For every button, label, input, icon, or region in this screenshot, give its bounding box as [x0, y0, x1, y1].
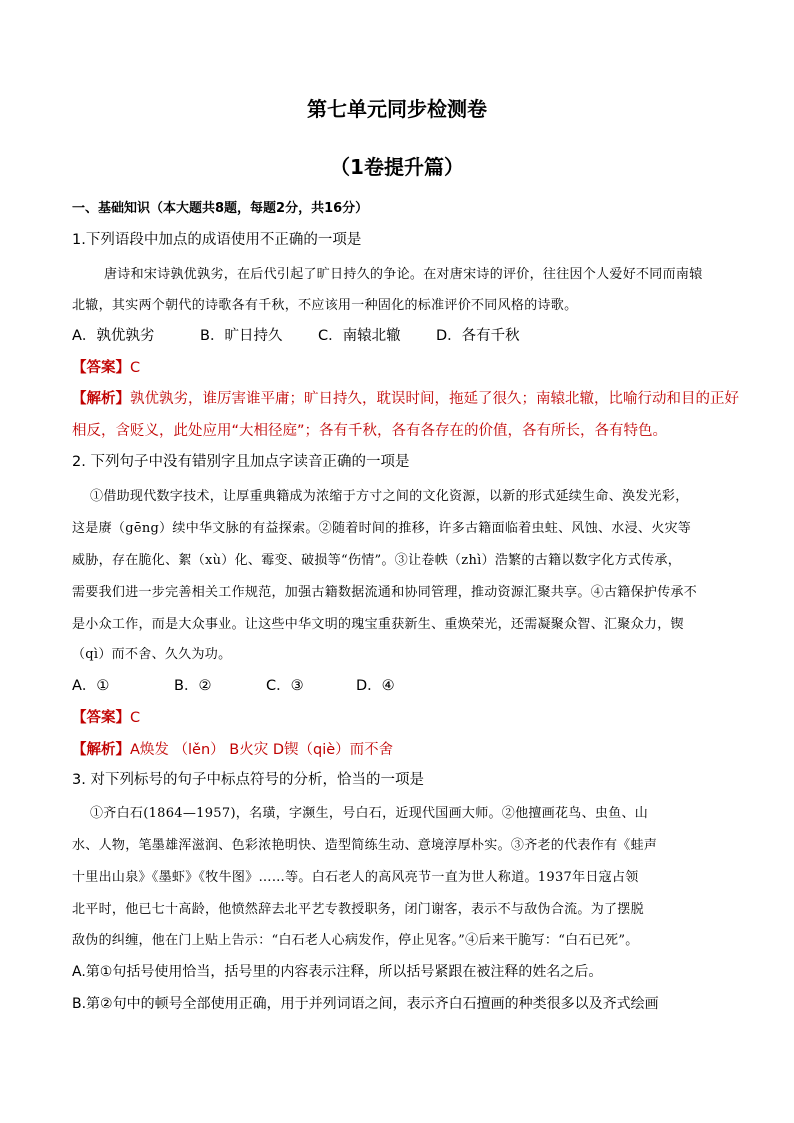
answer-label: 【答案】 — [72, 710, 130, 726]
question-3-passage-line: 水、人物，笔墨雄浑滋润、色彩浓艳明快、造型简练生动、意境淳厚朴实。③齐老的代表作有《蛙声 — [72, 838, 658, 853]
question-2-passage-line: 需要我们进一步完善相关工作规范，加强古籍数据流通和协同管理，推动资源汇聚共享。④古籍保护传承不 — [72, 585, 698, 600]
analysis-label: 【解析】 — [72, 742, 130, 758]
question-1-answer — [72, 356, 140, 377]
answer-value: C — [130, 360, 141, 376]
option-a: A．孰优孰劣 — [72, 328, 155, 344]
question-3-passage-line: 北平时，他已七十高龄，他愤然辞去北平艺专教授职务，闭门谢客，表示不与敌伪合流。为了摆脱 — [72, 902, 644, 917]
answer-value: C — [130, 710, 141, 726]
analysis-text: 孰优孰劣，谁厉害谁平庸；旷日持久，耽误时间，拖延了很久；南辕北辙，比喻行动和目的正好 — [130, 391, 739, 407]
question-1-analysis — [72, 387, 739, 408]
section-heading: 一、基础知识（本大题共8题，每题2分，共16分） — [72, 201, 369, 216]
question-2-passage-line: （qì）而不舍、久久为功。 — [72, 647, 232, 662]
question-1-passage-line: 唐诗和宋诗孰优孰劣，在后代引起了旷日持久的争论。在对唐宋诗的评价，往往因个人爱好不同而南辕 — [104, 267, 703, 282]
question-2-passage-line: 威胁，存在脆化、絮（xù）化、霉变、破损等“伤情”。③让卷帙（zhì）浩繁的古籍以数字化方式传承， — [72, 553, 682, 568]
option-a: A．① — [72, 678, 110, 694]
question-3-option-a: A.第①句括号使用恰当，括号里的内容表示注释，所以括号紧跟在被注释的姓名之后。 — [72, 964, 603, 980]
analysis-text: A焕发 （lěn） B火灾 D锲（qiè）而不舍 — [130, 742, 394, 758]
answer-label: 【答案】 — [72, 360, 130, 376]
option-c: C．③ — [266, 678, 304, 694]
option-d: D．④ — [356, 678, 395, 694]
question-1-analysis-line: 相反，含贬义，此处应用“大相径庭”；各有千秋，各有各存在的价值，各有所长，各有特色。 — [72, 423, 668, 439]
question-2-passage-line: 是小众工作，而是大众事业。让这些中华文明的瑰宝重获新生、重焕荣光，还需凝聚众智、汇聚众力，锲 — [72, 617, 684, 632]
question-3-passage-line: ①齐白石(1864—1957)，名璜，字濒生，号白石，近现代国画大师。②他擅画花鸟、虫鱼、山 — [90, 806, 649, 821]
question-2-stem: 2. 下列句子中没有错别字且加点字读音正确的一项是 — [72, 454, 410, 470]
page-subtitle: （1卷提升篇） — [330, 155, 464, 179]
option-b: B．旷日持久 — [200, 328, 283, 344]
analysis-label: 【解析】 — [72, 391, 130, 407]
question-3-option-b: B.第②句中的顿号全部使用正确，用于并列词语之间，表示齐白石擅画的种类很多以及齐式绘画 — [72, 996, 659, 1012]
question-1-options — [72, 324, 520, 345]
question-3-passage-line: 十里出山泉》《墨虾》《牧牛图》……等。白石老人的高风亮节一直为世人称道。1937年日寇占领 — [72, 870, 639, 885]
question-3-stem: 3. 对下列标号的句子中标点符号的分析，恰当的一项是 — [72, 772, 424, 788]
question-3-passage-line: 敌伪的纠缠，他在门上贴上告示：“白石老人心病发作，停止见客。”④后来干脆写：“白石已死”。 — [72, 933, 639, 948]
option-b: B．② — [174, 678, 212, 694]
option-d: D．各有千秋 — [436, 328, 520, 344]
option-c: C．南辕北辙 — [318, 328, 401, 344]
question-2-analysis — [72, 738, 393, 759]
question-1-stem: 1.下列语段中加点的成语使用不正确的一项是 — [72, 232, 362, 248]
page-title: 第七单元同步检测卷 — [307, 97, 487, 121]
question-1-passage-line: 北辙，其实两个朝代的诗歌各有千秋，不应该用一种固化的标准评价不同风格的诗歌。 — [72, 298, 578, 313]
question-2-answer — [72, 706, 140, 727]
question-2-options — [72, 674, 395, 695]
question-2-passage-line: ①借助现代数字技术，让厚重典籍成为浓缩于方寸之间的文化资源，以新的形式延续生命、涣发光彩， — [90, 489, 689, 504]
question-2-passage-line: 这是赓（gēng）续中华文脉的有益探索。②随着时间的推移，许多古籍面临着虫蛀、风蚀、水浸、火灾等 — [72, 521, 692, 536]
